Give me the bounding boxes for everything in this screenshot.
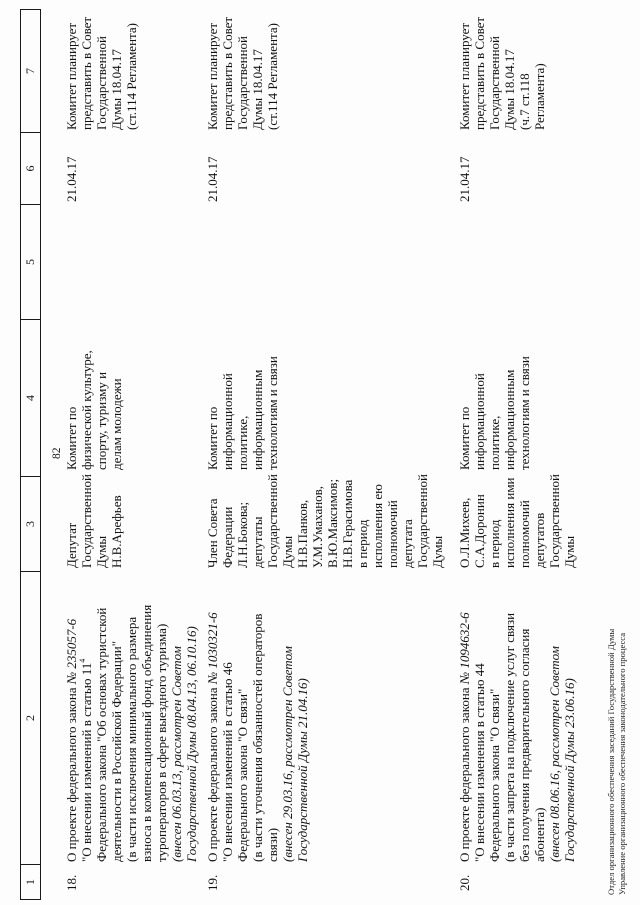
header-cell-2: 2 bbox=[21, 571, 40, 864]
initiator-line: Думы bbox=[280, 535, 295, 568]
committee-line: информационным bbox=[502, 369, 517, 470]
bill-subject-line: (в части исключения минимального размера bbox=[124, 616, 139, 862]
table-header-row bbox=[20, 9, 41, 900]
bill-note bbox=[547, 612, 577, 862]
bill-note-line: Государственной Думы 08.04.13, 06.10.16) bbox=[184, 626, 199, 862]
status-line: (ст.114 Регламента) bbox=[265, 23, 280, 130]
status-line: представить в Совет bbox=[220, 16, 235, 130]
initiator-line: Н.В.Панков, bbox=[295, 499, 310, 568]
bill-subject-line: Федерального закона "Об основах туристской bbox=[94, 607, 109, 862]
committee-line: политике, bbox=[235, 415, 250, 470]
status-line: Государственной bbox=[487, 35, 502, 130]
initiator-line: Депутат bbox=[64, 522, 79, 568]
initiator-line: Н.В.Герасимова bbox=[340, 479, 355, 568]
initiator-line: О.Л.Михеев, bbox=[457, 497, 472, 568]
page-footer bbox=[606, 629, 627, 895]
committee-cell bbox=[205, 356, 280, 470]
committee-line: технологиям и связи bbox=[517, 356, 532, 470]
committee-cell bbox=[457, 356, 532, 470]
initiator-line: полномочий bbox=[517, 500, 532, 568]
initiator-line: исполнения ею bbox=[370, 484, 385, 568]
header-cell-3: 3 bbox=[21, 476, 40, 571]
initiator-line: полномочий bbox=[385, 500, 400, 568]
initiator-cell bbox=[205, 474, 445, 568]
bill-note-line: (внесен 06.03.13, рассмотрен Советом bbox=[169, 646, 184, 862]
initiator-line: Государственной bbox=[265, 473, 280, 568]
table-row-19 bbox=[205, 0, 455, 905]
bill-note-line: (внесен 08.06.16, рассмотрен Советом bbox=[547, 646, 562, 862]
committee-line: информационной bbox=[472, 373, 487, 470]
bill-heading bbox=[205, 612, 220, 862]
footer-directorate: Управление организационного обеспечения законодательного процесса bbox=[616, 632, 627, 895]
header-cell-1: 1 bbox=[21, 864, 40, 899]
bill-subject-line: (в части уточнения обязанностей операторов bbox=[250, 613, 265, 862]
committee-line: делам молодежи bbox=[109, 378, 124, 470]
bill-subject-line: Федерального закона "О связи" bbox=[235, 688, 250, 862]
status-cell bbox=[205, 17, 280, 130]
initiator-cell bbox=[64, 474, 124, 568]
initiator-line: Государственной bbox=[415, 473, 430, 568]
bill-note bbox=[169, 605, 199, 862]
committee-line: технологиям и связи bbox=[265, 356, 280, 470]
table-row-18 bbox=[64, 0, 204, 905]
status-line: Государственной bbox=[235, 35, 250, 130]
status-line: представить в Совет bbox=[79, 16, 94, 130]
bill-subject-line: Федерального закона "О связи" bbox=[487, 688, 502, 862]
committee-line: информационным bbox=[250, 369, 265, 470]
bill-number: № 1094632-6 bbox=[457, 612, 472, 685]
bill-subject-line: деятельности в Российской Федерации" bbox=[109, 640, 124, 862]
bill-number: № 235057-6 bbox=[64, 618, 79, 685]
bill-subject-first-line: "О внесении изменения в статью 44 bbox=[472, 663, 487, 862]
committee-cell bbox=[64, 350, 124, 470]
status-line: Регламента) bbox=[532, 63, 547, 130]
bill-subject-line: без получения предварительного согласия bbox=[517, 628, 532, 862]
status-line: Думы 18.04.17 bbox=[502, 49, 517, 130]
bill-subject-lines bbox=[94, 605, 169, 862]
header-cell-6: 6 bbox=[21, 132, 40, 204]
initiator-line: Л.Н.Бокова; bbox=[235, 501, 250, 568]
bill-note-line: (внесен 29.03.16, рассмотрен Советом bbox=[280, 646, 295, 862]
bill-subject-line: (в части запрета на подключение услуг связи bbox=[502, 612, 517, 862]
status-cell bbox=[457, 17, 547, 130]
status-cell bbox=[64, 17, 139, 130]
bill-subject-lines bbox=[487, 612, 547, 862]
initiator-line: Государственной bbox=[547, 473, 562, 568]
bill-title: О проекте федерального закона bbox=[205, 687, 220, 862]
bill-description bbox=[457, 612, 577, 862]
status-line: Думы 18.04.17 bbox=[250, 49, 265, 130]
row-number: 20. bbox=[457, 874, 472, 891]
committee-line: информационной bbox=[220, 373, 235, 470]
bill-subject-line: связи) bbox=[265, 827, 280, 862]
bill-title: О проекте федерального закона bbox=[64, 687, 79, 862]
initiator-line: Н.В.Арефьев bbox=[109, 495, 124, 568]
bill-title: О проекте федерального закона bbox=[457, 687, 472, 862]
row-number: 18. bbox=[64, 874, 79, 891]
committee-line: Комитет по bbox=[205, 406, 220, 470]
initiator-line: В.Ю.Максимов; bbox=[325, 478, 340, 568]
bill-description bbox=[64, 605, 199, 862]
committee-line: политике, bbox=[487, 415, 502, 470]
committee-line: спорту, туризму и bbox=[94, 371, 109, 470]
status-line: Думы 18.04.17 bbox=[109, 49, 124, 130]
committee-line: Комитет по bbox=[457, 406, 472, 470]
initiator-line: Думы bbox=[430, 535, 445, 568]
bill-subject-text: "О внесении изменений в статью 11 bbox=[79, 662, 94, 862]
consideration-date: 21.04.17 bbox=[64, 156, 79, 202]
initiator-line: Думы bbox=[562, 535, 577, 568]
article-superscript: 4 bbox=[78, 658, 87, 663]
bill-note-line: Государственной Думы 23.06.16) bbox=[562, 678, 577, 862]
table-row-20 bbox=[457, 0, 597, 905]
initiator-line: исполнения ими bbox=[502, 477, 517, 568]
bill-heading bbox=[64, 605, 79, 862]
initiator-line: в период bbox=[355, 519, 370, 568]
bill-heading bbox=[457, 612, 472, 862]
committee-line: физической культуре, bbox=[79, 350, 94, 470]
header-cell-5: 5 bbox=[21, 204, 40, 319]
bill-note-line: Государственной Думы 21.04.16) bbox=[295, 678, 310, 862]
status-line: (ст.114 Регламента) bbox=[124, 23, 139, 130]
consideration-date: 21.04.17 bbox=[205, 156, 220, 202]
bill-subject-line: взноса в компенсационный фонд объединения bbox=[139, 604, 154, 862]
initiator-line: Государственной bbox=[79, 473, 94, 568]
initiator-line: депутатов bbox=[532, 512, 547, 568]
initiator-line: Федерации bbox=[220, 506, 235, 568]
initiator-line: Думы bbox=[94, 535, 109, 568]
initiator-line: депутата bbox=[400, 519, 415, 568]
footer-department: Отдел организационного обеспечения заседаний Государственной Думы bbox=[606, 628, 616, 895]
consideration-date: 21.04.17 bbox=[457, 156, 472, 202]
bill-subject-line: туроператоров в сфере выездного туризма) bbox=[154, 623, 169, 862]
status-line: Государственной bbox=[94, 35, 109, 130]
bill-subject-line: абонента) bbox=[532, 807, 547, 862]
initiator-cell bbox=[457, 474, 577, 568]
status-line: представить в Совет bbox=[472, 16, 487, 130]
status-line: (ч.7 ст.118 bbox=[517, 73, 532, 130]
bill-subject-first-line bbox=[79, 605, 94, 862]
status-line: Комитет планирует bbox=[457, 22, 472, 130]
status-line: Комитет планирует bbox=[205, 22, 220, 130]
initiator-line: в период bbox=[487, 519, 502, 568]
committee-line: Комитет по bbox=[64, 406, 79, 470]
initiator-line: У.М.Умаханов, bbox=[310, 485, 325, 568]
header-cell-4: 4 bbox=[21, 319, 40, 476]
row-number: 19. bbox=[205, 874, 220, 891]
bill-note bbox=[280, 612, 310, 862]
initiator-line: С.А.Доронин bbox=[472, 494, 487, 568]
bill-description bbox=[205, 612, 310, 862]
header-cell-7: 7 bbox=[23, 68, 37, 74]
bill-subject-first-line: "О внесении изменений в статью 46 bbox=[220, 662, 235, 862]
page-number: 82 bbox=[51, 447, 63, 459]
bill-subject-lines bbox=[235, 612, 280, 862]
status-line: Комитет планирует bbox=[64, 22, 79, 130]
initiator-line: Член Совета bbox=[205, 498, 220, 568]
initiator-line: депутаты bbox=[250, 516, 265, 568]
bill-number: № 1030321-6 bbox=[205, 612, 220, 685]
